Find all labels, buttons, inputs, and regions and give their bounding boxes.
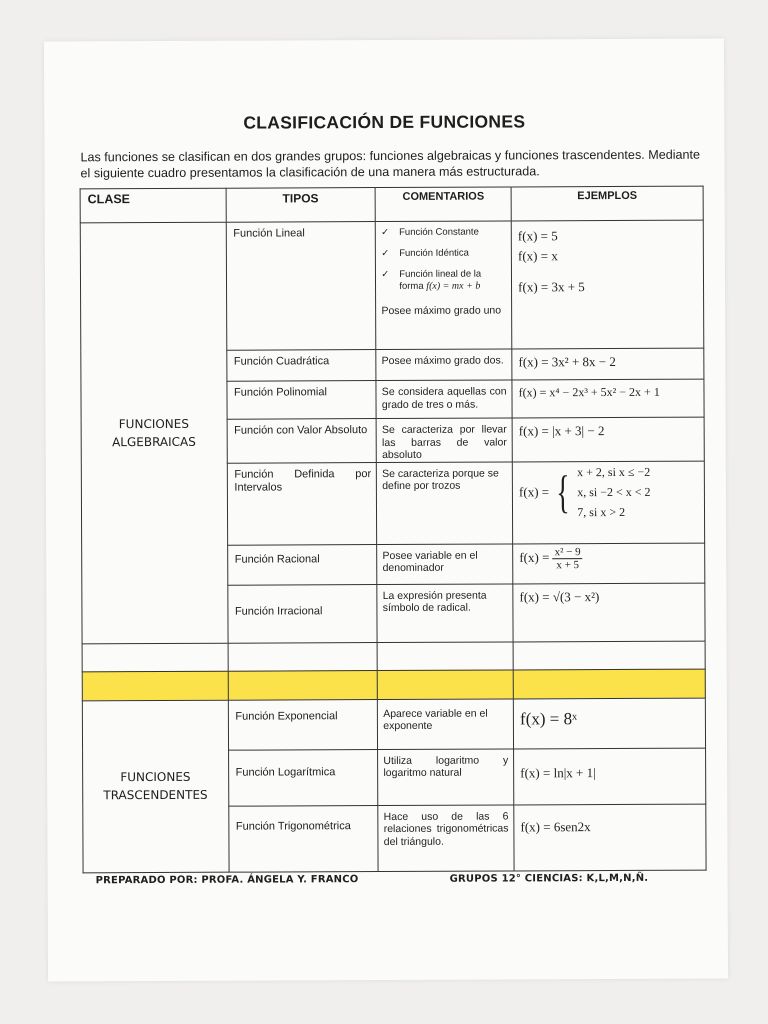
tipo-lineal: Función Lineal xyxy=(226,222,376,351)
check-icon: ✓ xyxy=(381,247,390,260)
tipo-cuadratica: Función Cuadrática xyxy=(226,350,376,382)
example-exponencial: f(x) = 8ˣ xyxy=(513,698,705,749)
tipo-logaritmica: Función Logarítmica xyxy=(228,749,378,806)
classification-table xyxy=(80,186,707,873)
comment-racional: Posee variable en el denominador xyxy=(377,543,513,584)
class-label-line1: FUNCIONES xyxy=(120,769,191,785)
check-item xyxy=(381,268,506,293)
comment-logaritmica: Utiliza logaritmo y logaritmo natural xyxy=(378,748,514,805)
tipo-exponencial: Función Exponencial xyxy=(228,699,378,750)
comment-irracional: La expresión presenta símbolo de radical. xyxy=(377,583,513,642)
piecewise-function xyxy=(519,461,651,522)
class-label-line2: TRASCENDENTES xyxy=(103,787,208,803)
example-formula: f(x) = x xyxy=(517,248,558,264)
check-label: Función Constante xyxy=(399,226,479,238)
spacer-cell xyxy=(82,643,228,672)
example-irracional: f(x) = √(3 − x²) xyxy=(513,583,705,642)
spacer-cell xyxy=(513,641,705,670)
tipo-racional: Función Racional xyxy=(227,544,377,585)
spacer-cell xyxy=(228,642,378,671)
footer-groups: GRUPOS 12° CIENCIAS: K,L,M,N,Ñ. xyxy=(449,872,649,885)
check-label: Función Idéntica xyxy=(399,247,469,259)
piecewise-lhs: f(x) = xyxy=(518,483,550,499)
example-logaritmica: f(x) = ln|x + 1| xyxy=(514,748,706,805)
class-trascendentes xyxy=(82,700,228,873)
check-label: Función lineal de la forma xyxy=(399,268,482,292)
header-tipos: TIPOS xyxy=(226,188,376,223)
table-row xyxy=(82,641,705,672)
comment-intervalos: Se caracteriza porque se define por trozos xyxy=(377,461,513,544)
highlight-cell xyxy=(82,671,228,701)
fraction-denominator: x + 5 xyxy=(556,558,580,571)
fraction-numerator: x² − 9 xyxy=(553,546,583,559)
comment-valor-absoluto: Se caracteriza por llevar las barras de valor absoluto xyxy=(376,418,512,462)
table-header-row xyxy=(80,186,703,223)
example-formula: f(x) = 5 xyxy=(517,228,558,244)
piece-case: x, si −2 < x < 2 xyxy=(577,484,651,499)
piece-case: x + 2, si x ≤ −2 xyxy=(577,464,651,479)
example-racional xyxy=(513,543,705,584)
comment-text: Posee máximo grado uno xyxy=(381,304,502,318)
tipo-irracional: Función Irracional xyxy=(227,584,377,643)
example-lineal xyxy=(511,220,703,349)
comment-cuadratica: Posee máximo grado dos. xyxy=(376,349,512,381)
check-item xyxy=(381,247,506,260)
example-formula: f(x) = 3x + 5 xyxy=(518,279,585,295)
header-clase: CLASE xyxy=(80,188,226,223)
footer-author: PREPARADO POR: PROFA. ÁNGELA Y. FRANCO xyxy=(95,874,359,887)
highlight-cell xyxy=(378,669,514,699)
forma-expression: f(x) = mx + b xyxy=(426,280,481,292)
highlight-row xyxy=(82,669,705,701)
example-cuadratica: f(x) = 3x² + 8x − 2 xyxy=(512,348,704,380)
comment-exponencial: Aparece variable en el exponente xyxy=(378,698,514,749)
header-ejemplos: EJEMPLOS xyxy=(511,186,703,221)
piece-case: 7, si x > 2 xyxy=(577,504,626,519)
example-polinomial: f(x) = x⁴ − 2x³ + 5x² − 2x + 1 xyxy=(512,379,704,418)
comment-lineal xyxy=(376,221,512,350)
tipo-intervalos: Función Definida por Intervalos xyxy=(227,462,377,545)
table-row xyxy=(82,698,705,751)
tipo-trigonometrica: Función Trigonométrica xyxy=(228,805,378,872)
tipo-valor-absoluto: Función con Valor Absoluto xyxy=(227,419,377,463)
check-icon: ✓ xyxy=(381,268,390,281)
header-comentarios: COMENTARIOS xyxy=(375,187,511,222)
spacer-cell xyxy=(377,641,513,670)
table-row xyxy=(80,220,704,351)
brace-icon: { xyxy=(556,465,570,517)
intro-paragraph: Las funciones se clasifican en dos grandes grupos: funciones algebraicas y funciones trascendentes. Mediante el siguiente cuadro presentamos la clasificación de una manera más estructurada. xyxy=(80,147,701,181)
tipo-polinomial: Función Polinomial xyxy=(226,381,376,420)
example-valor-absoluto: f(x) = |x + 3| − 2 xyxy=(512,417,704,461)
class-label-line2: ALGEBRAICAS xyxy=(112,434,196,449)
check-icon: ✓ xyxy=(381,226,390,239)
document-title: CLASIFICACIÓN DE FUNCIONES xyxy=(243,111,526,133)
class-label-line1: FUNCIONES xyxy=(118,416,189,431)
highlight-cell xyxy=(228,670,378,700)
comment-polinomial: Se considera aquellas con grado de tres o más. xyxy=(376,380,512,419)
document-page xyxy=(44,39,728,982)
fraction xyxy=(553,546,583,571)
check-item xyxy=(381,226,506,239)
fraction-lhs: f(x) = xyxy=(519,549,550,565)
example-intervalos xyxy=(512,461,704,544)
highlight-cell xyxy=(513,669,705,699)
comment-trigonometrica: Hace uso de las 6 relaciones trigonométricas del triángulo. xyxy=(378,804,514,871)
example-trigonometrica: f(x) = 6sen2x xyxy=(514,804,706,871)
class-algebraicas xyxy=(80,222,227,643)
